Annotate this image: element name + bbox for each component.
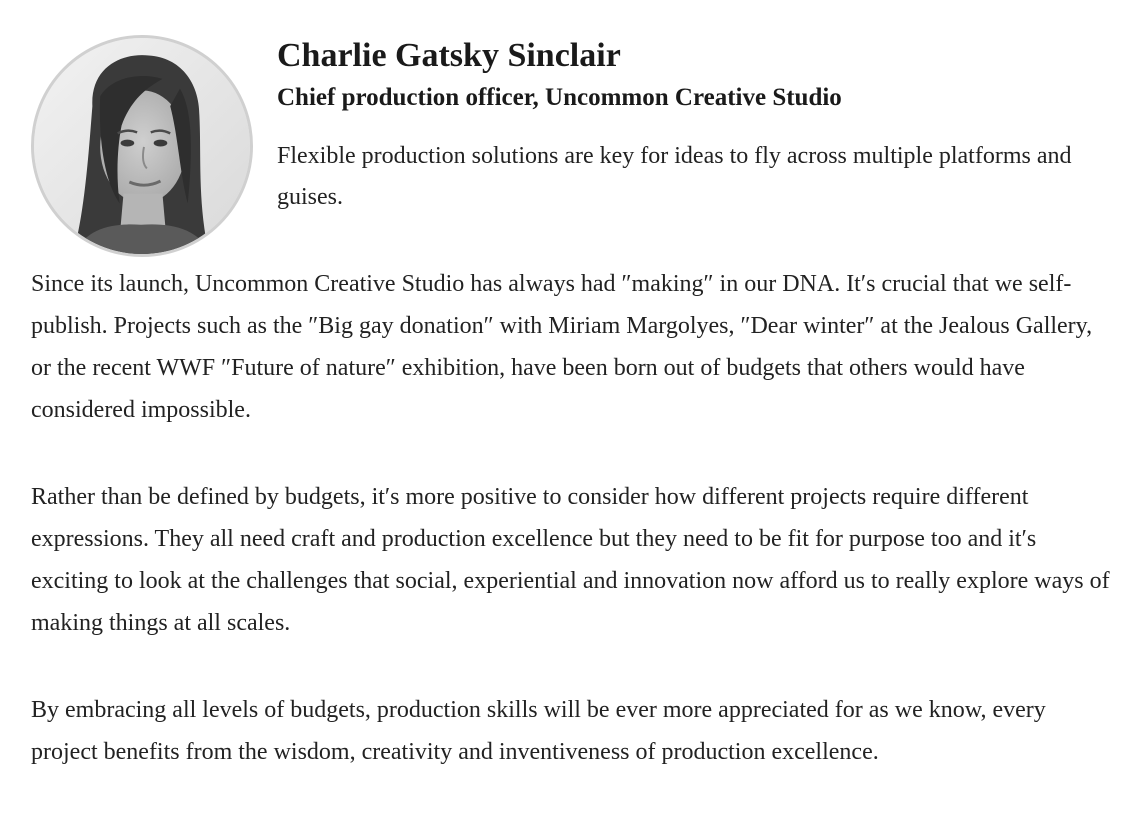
profile-name: Charlie Gatsky Sinclair	[277, 37, 621, 74]
article-paragraph: Rather than be defined by budgets, it′s more positive to consider how different projects require different expressions. They all need craft and production excellence but they need to be fit for purpose too and it′s exciting to look at the challenges that social, experiential and innovation now afford us to really explore ways of making things at all scales.	[31, 484, 1110, 636]
article-paragraph: Since its launch, Uncommon Creative Studio has always had ″making″ in our DNA. It′s crucial that we self-publish. Projects such as the ″Big gay donation″ with Miriam Margolyes, ″Dear winter″ at the Jealous Gallery, or the recent WWF ″Future of nature″ exhibition, have been born out of budgets that others would have considered impossible.	[31, 271, 1093, 423]
profile-role: Chief production officer, Uncommon Creative Studio	[277, 84, 842, 111]
profile-header	[0, 0, 1122, 260]
avatar	[31, 35, 253, 257]
article-paragraph: By embracing all levels of budgets, production skills will be ever more appreciated for as we know, every project benefits from the wisdom, creativity and inventiveness of production excellence.	[31, 697, 1046, 765]
portrait-image	[34, 38, 250, 254]
pull-quote: Flexible production solutions are key for ideas to fly across multiple platforms and guises.	[277, 143, 1072, 210]
